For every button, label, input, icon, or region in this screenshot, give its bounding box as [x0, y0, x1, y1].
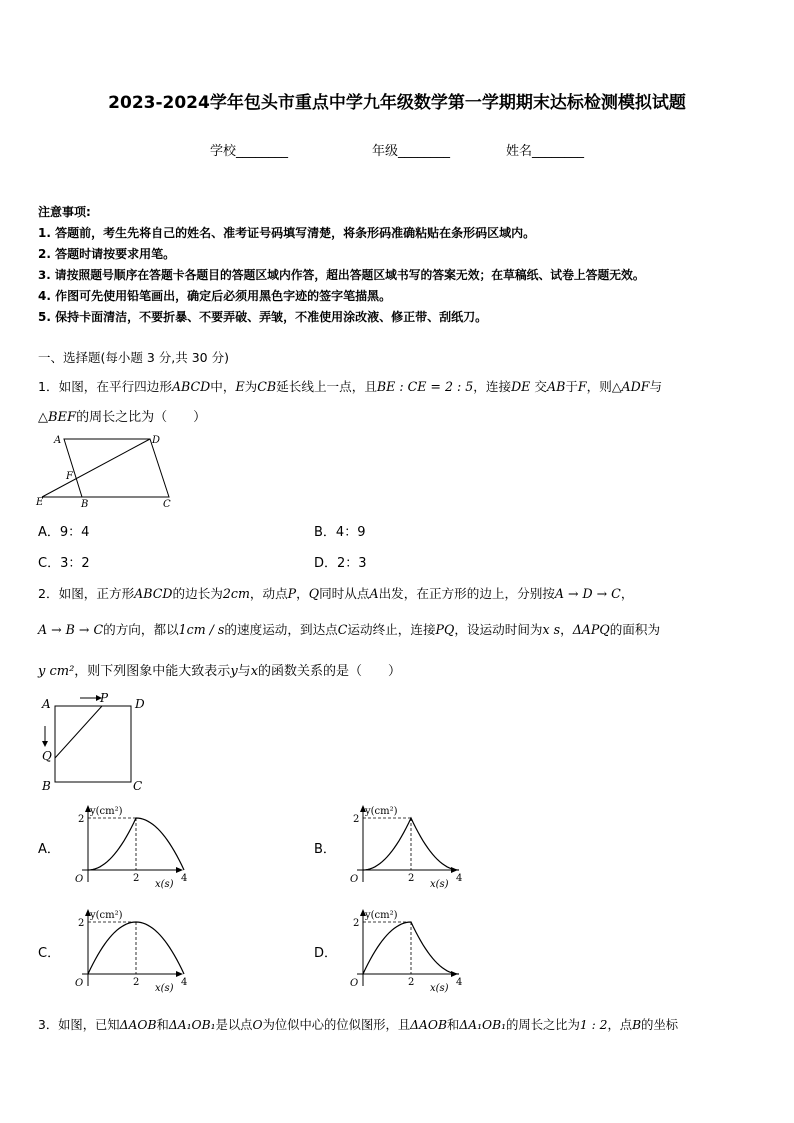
q2-graph-c — [64, 904, 188, 996]
q2-graph-d — [339, 904, 463, 996]
label-q: Q — [42, 749, 52, 763]
square-abcd — [55, 706, 131, 782]
label-c: C — [133, 779, 143, 793]
y-axis-label: y(cm²) — [90, 910, 123, 921]
note-item: 1. 答题前，考生先将自己的姓名、准考证号码填写清楚，将条形码准确粘贴在条形码区域内。 — [38, 226, 536, 240]
segment-de — [42, 439, 150, 497]
y-tick-label: 2 — [78, 814, 85, 825]
q2-line1: 2．如图，正方形ABCD的边长为2cm，动点P，Q同时从点A出发，在正方形的边上，分别按A → D → C， — [38, 586, 634, 601]
x-axis-label: x(s) — [430, 879, 449, 890]
q2-option-b[interactable]: B． — [314, 842, 336, 857]
note-item: 3. 请按照题号顺序在答题卡各题目的答题区域内作答，超出答题区域书写的答案无效；在草稿纸、试卷上答题无效。 — [38, 268, 645, 282]
section-heading: 一、选择题(每小题 3 分,共 30 分) — [38, 350, 229, 365]
q2-line2: A → B → C的方向，都以1cm / s的速度运动，到达点C运动终止，连接PQ，设运动时间为x s，ΔAPQ的面积为 — [38, 622, 661, 637]
q1-line2: △BEF的周长之比为（ ） — [38, 410, 207, 425]
x-tick-label: 4 — [456, 873, 463, 884]
origin-label: O — [350, 978, 359, 989]
y-tick-label: 2 — [353, 918, 360, 929]
label-p: P — [100, 691, 109, 705]
q1-parallelogram-figure — [34, 430, 184, 512]
label-a: A — [54, 435, 62, 446]
q2-graph-b — [339, 800, 463, 892]
note-item: 2. 答题时请按要求用笔。 — [38, 247, 176, 261]
x-axis-label: x(s) — [430, 983, 449, 994]
x-tick-label: 2 — [133, 977, 140, 988]
q1-line1: 1．如图，在平行四边形ABCD中，E为CB延长线上一点，且BE : CE = 2 : 5，连接DE 交AB于F，则△ADF与 — [38, 379, 663, 394]
note-item: 4. 作图可先使用铅笔画出，确定后必须用黑色字迹的签字笔描黑。 — [38, 289, 392, 303]
origin-label: O — [350, 874, 359, 885]
x-tick-label: 2 — [133, 873, 140, 884]
q1-option-a[interactable]: A．9：4 — [38, 525, 90, 540]
page-title: 2023-2024学年包头市重点中学九年级数学第一学期期末达标检测模拟试题 — [108, 93, 686, 113]
q2-line3: y cm²，则下列图象中能大致表示y与x的函数关系的是（ ） — [38, 664, 402, 679]
q1-option-d[interactable]: D．2：3 — [314, 556, 367, 571]
x-tick-label: 2 — [408, 873, 415, 884]
origin-label: O — [75, 874, 84, 885]
q2-option-d[interactable]: D． — [314, 946, 338, 961]
segment-pq — [55, 706, 102, 758]
notes-heading: 注意事项: — [38, 205, 91, 219]
x-tick-label: 4 — [181, 873, 188, 884]
label-f: F — [66, 471, 73, 482]
q2-square-figure — [34, 690, 158, 796]
x-tick-label: 4 — [181, 977, 188, 988]
label-e: E — [36, 497, 44, 508]
y-tick-label: 2 — [78, 918, 85, 929]
note-item: 5. 保持卡面清洁，不要折暴、不要弄破、弄皱，不准使用涂改液、修正带、刮纸刀。 — [38, 310, 488, 324]
arrow-q-head — [42, 741, 48, 747]
label-b: B — [81, 499, 89, 510]
name-field: 姓名________ — [506, 144, 585, 159]
y-axis-label: y(cm²) — [90, 806, 123, 817]
x-axis-label: x(s) — [155, 879, 174, 890]
x-axis-label: x(s) — [155, 983, 174, 994]
y-axis-label: y(cm²) — [365, 806, 398, 817]
q2-option-c[interactable]: C． — [38, 946, 61, 961]
school-field: 学校________ — [210, 144, 289, 159]
q1-option-b[interactable]: B．4：9 — [314, 525, 366, 540]
q2-graph-a — [64, 800, 188, 892]
origin-label: O — [75, 978, 84, 989]
q3-line1: 3．如图，已知ΔAOB和ΔA₁OB₁是以点O为位似中心的位似图形，且ΔAOB和ΔA₁OB₁的周长之比为1 : 2，点B的坐标 — [38, 1018, 679, 1032]
parallelogram-abcd — [64, 439, 169, 497]
x-tick-label: 2 — [408, 977, 415, 988]
y-tick-label: 2 — [353, 814, 360, 825]
label-d: D — [135, 697, 145, 711]
label-a: A — [42, 697, 51, 711]
label-c: C — [163, 499, 171, 510]
x-tick-label: 4 — [456, 977, 463, 988]
label-d: D — [152, 435, 161, 446]
q1-option-c[interactable]: C．3：2 — [38, 556, 90, 571]
q2-option-a[interactable]: A． — [38, 842, 60, 857]
label-b: B — [42, 779, 51, 793]
grade-field: 年级________ — [372, 144, 451, 159]
y-axis-label: y(cm²) — [365, 910, 398, 921]
